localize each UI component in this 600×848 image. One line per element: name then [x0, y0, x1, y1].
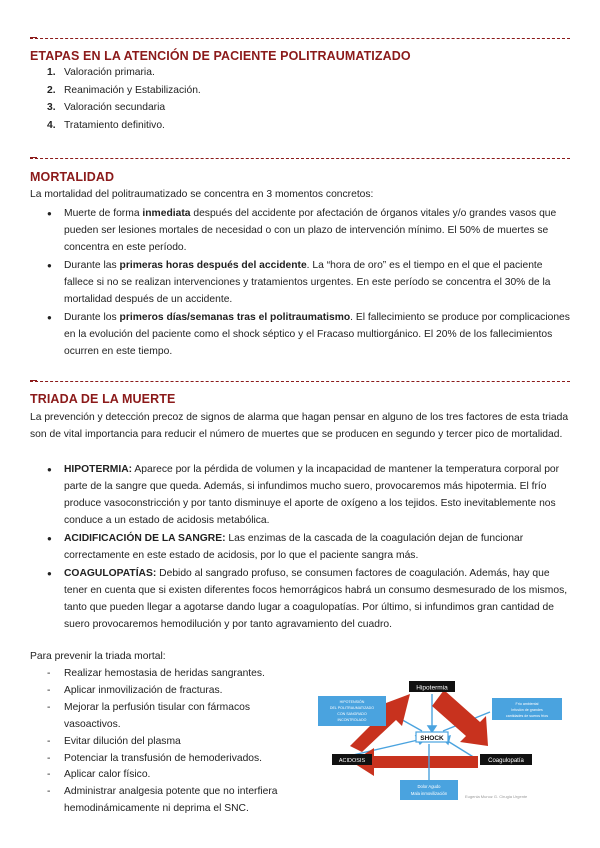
list-item: - Realizar hemostasia de heridas sangrantes. — [30, 666, 295, 683]
section-divider — [30, 38, 570, 39]
triada-intro: La prevención y detección precoz de signos de alarma que hagan pensar en alguno de los tres factores de esta triada son de vital importancia para reducir el número de muertes que se producen en segundo y tercer pico de mortalidad. — [30, 412, 569, 440]
mortalidad-intro: La mortalidad del politraumatizado se concentra en 3 momentos concretos: — [30, 189, 374, 200]
list-item: - Aplicar calor físico. — [30, 767, 295, 784]
dolor-line: Dolor Agudo — [417, 784, 441, 789]
hipotension-line: HIPOTENSIÓN — [339, 700, 365, 704]
section-title-etapas: ETAPAS EN LA ATENCIÓN DE PACIENTE POLITRAUMATIZADO — [30, 49, 411, 63]
section-title-triada: TRIADA DE LA MUERTE — [30, 392, 176, 406]
list-item: 1. Valoración primaria. — [47, 67, 155, 78]
hipotermia-label: Hipotermia — [416, 684, 448, 692]
section-title-mortalidad: MORTALIDAD — [30, 170, 115, 184]
list-item: - Mejorar la perfusión tisular con fármacos vasoactivos. — [30, 700, 295, 734]
list-item: - Administrar analgesia potente que no interfiera hemodinámicamente ni deprima el SNC. — [30, 784, 295, 818]
frio-line: cantidades de sueros fríos — [505, 714, 549, 718]
list-item: ● Durante las primeras horas después del accidente. La “hora de oro” es el tiempo en el que el paciente fallece si no se realizan intervenciones y tratamientos urgentes. En este período se concentra el 30% de la mortalidad después de un accidente. — [30, 257, 570, 308]
list-item: ● ACIDIFICACIÓN DE LA SANGRE: Las enzimas de la cascada de la coagulación dejan de funcionar correctamente en este estado de acidosis, por lo que el paciente sangra más. — [30, 530, 570, 564]
triad-diagram — [310, 676, 572, 806]
list-item: - Potenciar la transfusión de hemoderivados. — [30, 751, 295, 768]
list-item: ● COAGULOPATÍAS: Debido al sangrado profuso, se consumen factores de coagulación. Además, hay que tener en cuenta que si existen diferentes focos hemorrágicos habrá un consumo desmesurado de los mismos, tanto que pueden llegar a agotarse dando lugar a coagulopatías. Por último, si infundimos gran cantidad de suero provocaremos hemodilución y por tanto agravamiento del cuadro. — [30, 565, 570, 633]
prevent-intro: Para prevenir la triada mortal: — [30, 651, 166, 662]
coagulopatia-label: Coagulopatía — [488, 758, 524, 764]
frio-line: Infusión de grandes — [511, 708, 543, 712]
acidosis-label: ACIDOSIS — [338, 758, 366, 764]
diagram-credit: Eugenia Munoz G. Cirugia Urgente — [465, 794, 528, 799]
dolor-line: Mala inmovilización — [410, 791, 448, 796]
list-item: ● Durante los primeros días/semanas tras el politraumatismo. El fallecimiento se produce por complicaciones en la evolución del paciente como el shock séptico y el Fracaso multiorgánico. El 20% de los fallecimientos ocurren en este tiempo. — [30, 309, 570, 360]
list-item: - Aplicar inmovilización de fracturas. — [30, 683, 295, 700]
triada-list — [30, 461, 570, 634]
frio-line: Frío ambiental — [515, 702, 539, 706]
list-item: ● HIPOTERMIA: Aparece por la pérdida de volumen y la incapacidad de mantener la temperatura corporal por parte de la sangre que queda. Además, si infundimos mucho suero, provocaremos más hipotermia. El frío produce vasoconstricción y por tanto disminuye el aporte de oxígeno a los tejidos. Esto inevitablemente nos conduce a un estado de acidosis metabólica. — [30, 461, 570, 529]
list-item: 3. Valoración secundaria — [47, 102, 166, 113]
dolor-box — [400, 780, 458, 800]
section-divider — [30, 158, 570, 159]
hipotension-line: INCONTROLADO — [337, 718, 367, 722]
mortalidad-list — [30, 205, 570, 361]
prevent-list — [30, 666, 295, 818]
list-item: 2. Reanimación y Estabilización. — [47, 84, 201, 96]
list-item: 4. Tratamiento definitivo. — [47, 119, 165, 131]
hipotension-line: DEL POLITRAUMATIZADO — [329, 706, 375, 710]
section-divider — [30, 381, 570, 382]
etapas-list — [30, 64, 201, 134]
list-item: ● Muerte de forma inmediata después del accidente por afectación de órganos vitales y/o grandes vasos que pueden ser lesiones mortales de necesidad o con un plazo de intervención mínimo. El 50% de muertes se concentra en este período. — [30, 205, 570, 256]
shock-label: SHOCK — [420, 735, 444, 742]
hipotension-line: CON SANGRADO — [337, 712, 367, 716]
list-item: - Evitar dilución del plasma — [30, 734, 295, 751]
